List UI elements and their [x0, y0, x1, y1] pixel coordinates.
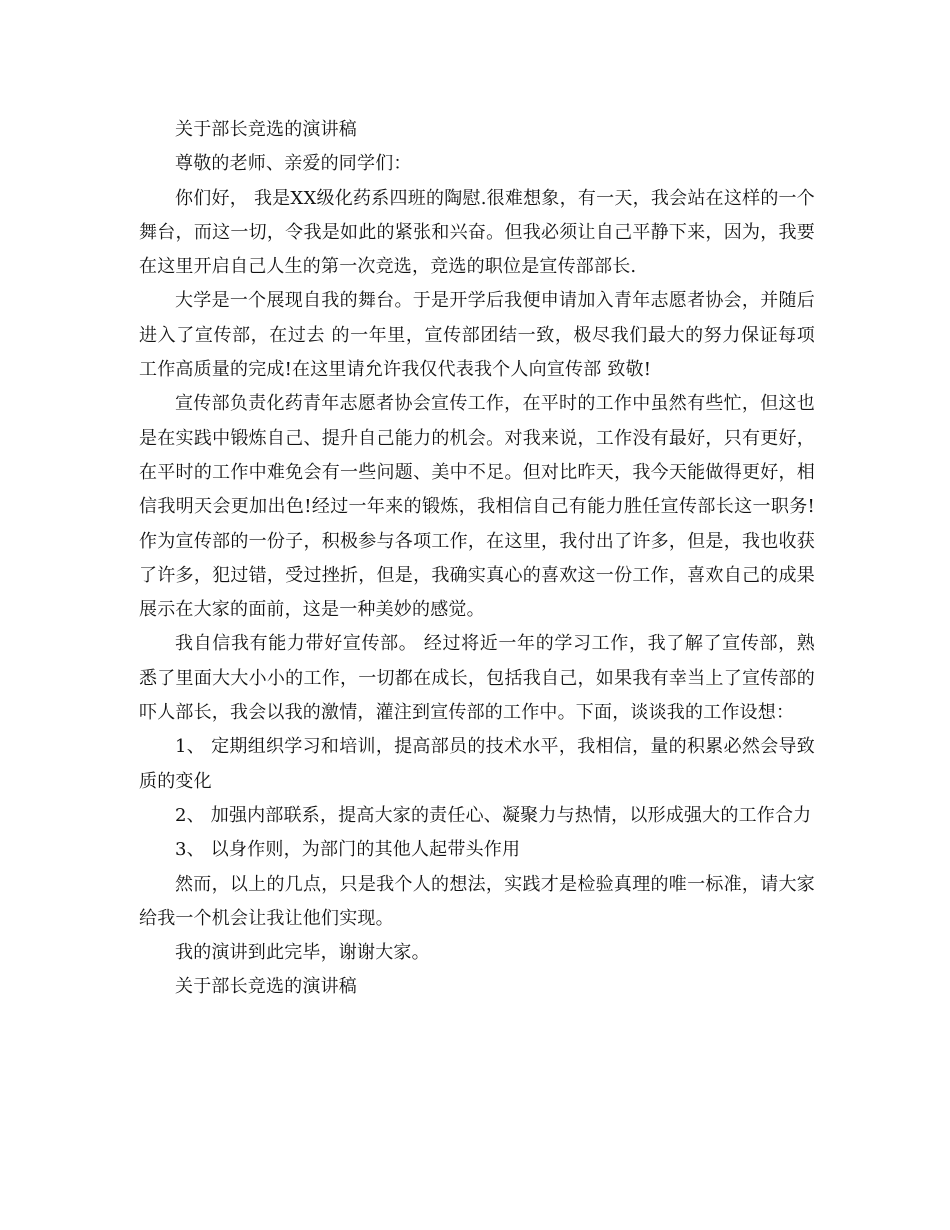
paragraph-confidence: 我自信我有能力带好宣传部。 经过将近一年的学习工作，我了解了宣传部，熟悉了里面大大小小的工作，一切都在成长，包括我自己，如果我有幸当上了宣传部的吓人部长，我会以我的激情，灌注到宣传部的工作中。下面，谈谈我的工作设想：: [139, 633, 815, 724]
document-title: 关于部长竞选的演讲稿: [175, 119, 357, 140]
footer-title: 关于部长竞选的演讲稿: [175, 976, 357, 998]
salutation: 尊敬的老师、亲爱的同学们：: [175, 153, 412, 175]
list-item-communication: 2、 加强内部联系，提高大家的责任心、凝聚力与热情，以形成强大的工作合力: [175, 804, 812, 826]
document-body: [139, 113, 815, 1005]
paragraph-experience: 大学是一个展现自我的舞台。于是开学后我便申请加入青年志愿者协会，并随后进入了宣传部，在过去 的一年里，宣传部团结一致，极尽我们最大的努力保证每项 工作高质量的完成!在这里请允许我仅代表我个人向宣传部 致敬!: [139, 290, 815, 381]
closing-thanks: 我的演讲到此完毕，谢谢大家。: [175, 942, 430, 964]
list-item-leadership: 3、 以身作则，为部门的其他人起带头作用: [175, 839, 521, 861]
paragraph-responsibility: 宣传部负责化药青年志愿者协会宣传工作，在平时的工作中虽然有些忙，但这也是在实践中锻炼自己、提升自己能力的机会。对我来说，工作没有最好，只有更好，在平时的工作中难免会有一些问题、美中不足。但对比昨天，我今天能做得更好，相信我明天会更加出色!经过一年来的锻炼，我相信自己有能力胜任宣传部长这一职务!作为宣传部的一份子，积极参与各项工作，在这里，我付出了许多，但是，我也收获了许多，犯过错，受过挫折，但是，我确实真心的喜欢这一份工作，喜欢自己的成果展示在大家的面前，这是一种美妙的感觉。: [139, 393, 815, 621]
paragraph-closing: 然而，以上的几点，只是我个人的想法，实践才是检验真理的唯一标准，请大家给我一个机会让我让他们实现。: [139, 873, 815, 929]
paragraph-greeting: 你们好， 我是XX级化药系四班的陶慰.很难想象，有一天，我会站在这样的一个舞台，而这一切，令我是如此的紧张和兴奋。但我必须让自己平静下来，因为，我要在这里开启自己人生的第一次竞选，竞选的职位是宣传部部长.: [139, 187, 815, 278]
list-item-training: 1、 定期组织学习和培训，提高部员的技术水平，我相信，量的积累必然会导致质的变化: [139, 736, 815, 792]
